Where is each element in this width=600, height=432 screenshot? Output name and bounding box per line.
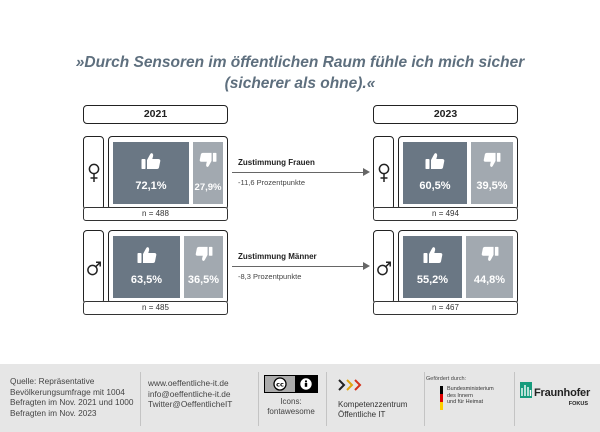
- footer-divider: [140, 372, 141, 426]
- male-symbol-icon: [87, 257, 101, 277]
- change-label: -11,6 Prozentpunkte: [238, 178, 305, 187]
- bmi-logo: [426, 376, 512, 428]
- change-label: -8,3 Prozentpunkte: [238, 272, 302, 281]
- footer-divider: [514, 372, 515, 426]
- panel-women-2021: [83, 136, 228, 210]
- fraunhofer-logo: [520, 382, 594, 432]
- value-label-disagree: 27,9%: [194, 182, 222, 193]
- fraunhofer-mark-icon: [520, 382, 532, 398]
- value-label-agree: 55,2%: [416, 274, 449, 286]
- german-flag-icon: [440, 386, 443, 410]
- icons-credit-source: fontawesome: [267, 407, 315, 416]
- comparison-arrow-men: [232, 252, 370, 281]
- license-block: [262, 375, 320, 427]
- bar-disagree: [466, 236, 513, 298]
- sample-size-label: n = 467: [373, 301, 518, 315]
- kompetenzzentrum-logo: [338, 378, 422, 430]
- fraunhofer-name: Fraunhofer: [534, 387, 591, 399]
- year-label-2021: 2021: [83, 105, 228, 124]
- sample-size-label: n = 485: [83, 301, 228, 315]
- bar-agree: [113, 142, 189, 204]
- footer-divider: [326, 372, 327, 426]
- email-link[interactable]: info@oeffentliche-it.de: [148, 388, 231, 399]
- year-label-2023: 2023: [373, 105, 518, 124]
- footer-divider: [258, 372, 259, 426]
- gender-symbol-box: [373, 230, 394, 304]
- comparison-label: Zustimmung Frauen: [238, 158, 315, 167]
- thumbs-up-icon: [137, 246, 157, 264]
- footer-divider: [424, 372, 425, 426]
- male-symbol-icon: [377, 257, 391, 277]
- ministry-name-line-1: Bundesministerium: [447, 386, 494, 392]
- female-symbol-icon: [377, 163, 391, 183]
- kompetenzzentrum-name: Kompetenzzentrum: [338, 400, 408, 409]
- comparison-arrow-women: [232, 158, 370, 187]
- value-label-agree: 72,1%: [135, 180, 167, 192]
- funding-label: Gefördert durch:: [426, 376, 467, 382]
- thumbs-down-icon: [483, 152, 501, 168]
- bars-box: [108, 136, 228, 210]
- bars-box: [398, 230, 518, 304]
- bar-agree: [113, 236, 180, 298]
- chart-title: [0, 52, 600, 94]
- svg-text:cc: cc: [276, 380, 284, 389]
- sample-size-label: n = 494: [373, 207, 518, 221]
- arrow-icon: [232, 168, 370, 178]
- value-label-agree: 63,5%: [130, 274, 163, 286]
- fraunhofer-institute: FOKUS: [568, 401, 588, 407]
- thumbs-down-icon: [481, 246, 499, 262]
- value-label-disagree: 44,8%: [473, 274, 506, 286]
- bar-agree: [403, 236, 462, 298]
- kompetenzzentrum-subtitle: Öffentliche IT: [338, 409, 386, 419]
- chevrons-logo-icon: [338, 379, 372, 391]
- source-note: Quelle: Repräsentative Bevölkerungsumfrage mit 1004 Befragten im Nov. 2021 und 1000 Befragten im Nov. 2023: [10, 376, 134, 418]
- bar-disagree: [184, 236, 223, 298]
- thumbs-up-icon: [423, 246, 443, 264]
- bars-box: [398, 136, 518, 210]
- bar-agree: [403, 142, 467, 204]
- bars-box: [108, 230, 228, 304]
- panel-men-2021: [83, 230, 228, 304]
- website-link[interactable]: www.oeffentliche-it.de: [148, 378, 229, 388]
- ministry-name-line-2: des Innern: [447, 392, 473, 399]
- value-label-agree: 60,5%: [419, 180, 451, 192]
- value-label-disagree: 36,5%: [187, 274, 220, 286]
- bar-disagree: [193, 142, 223, 204]
- comparison-label: Zustimmung Männer: [238, 252, 317, 261]
- gender-symbol-box: [373, 136, 394, 210]
- thumbs-down-icon: [195, 246, 213, 262]
- panel-men-2023: [373, 230, 518, 304]
- icons-credit-label: Icons:: [280, 397, 302, 406]
- gender-symbol-box: [83, 230, 104, 304]
- cc-by-license-icon: [264, 375, 318, 393]
- arrow-icon: [232, 262, 370, 272]
- thumbs-up-icon: [425, 152, 445, 170]
- thumbs-down-icon: [199, 152, 217, 168]
- chart-title-line-2: (sicherer als ohne).«: [224, 75, 376, 92]
- panel-women-2023: [373, 136, 518, 210]
- sample-size-label: n = 488: [83, 207, 228, 221]
- gender-symbol-box: [83, 136, 104, 210]
- value-label-disagree: 39,5%: [476, 180, 508, 192]
- twitter-link[interactable]: Twitter@OeffentlicheIT: [148, 399, 233, 409]
- female-symbol-icon: [87, 163, 101, 183]
- ministry-name-line-3: und für Heimat: [447, 399, 484, 405]
- contact-info: [148, 378, 256, 430]
- footer: [0, 364, 600, 432]
- thumbs-up-icon: [141, 152, 161, 170]
- bar-disagree: [471, 142, 513, 204]
- chart-title-line-1: »Durch Sensoren im öffentlichen Raum fühle ich mich sicher: [75, 54, 525, 71]
